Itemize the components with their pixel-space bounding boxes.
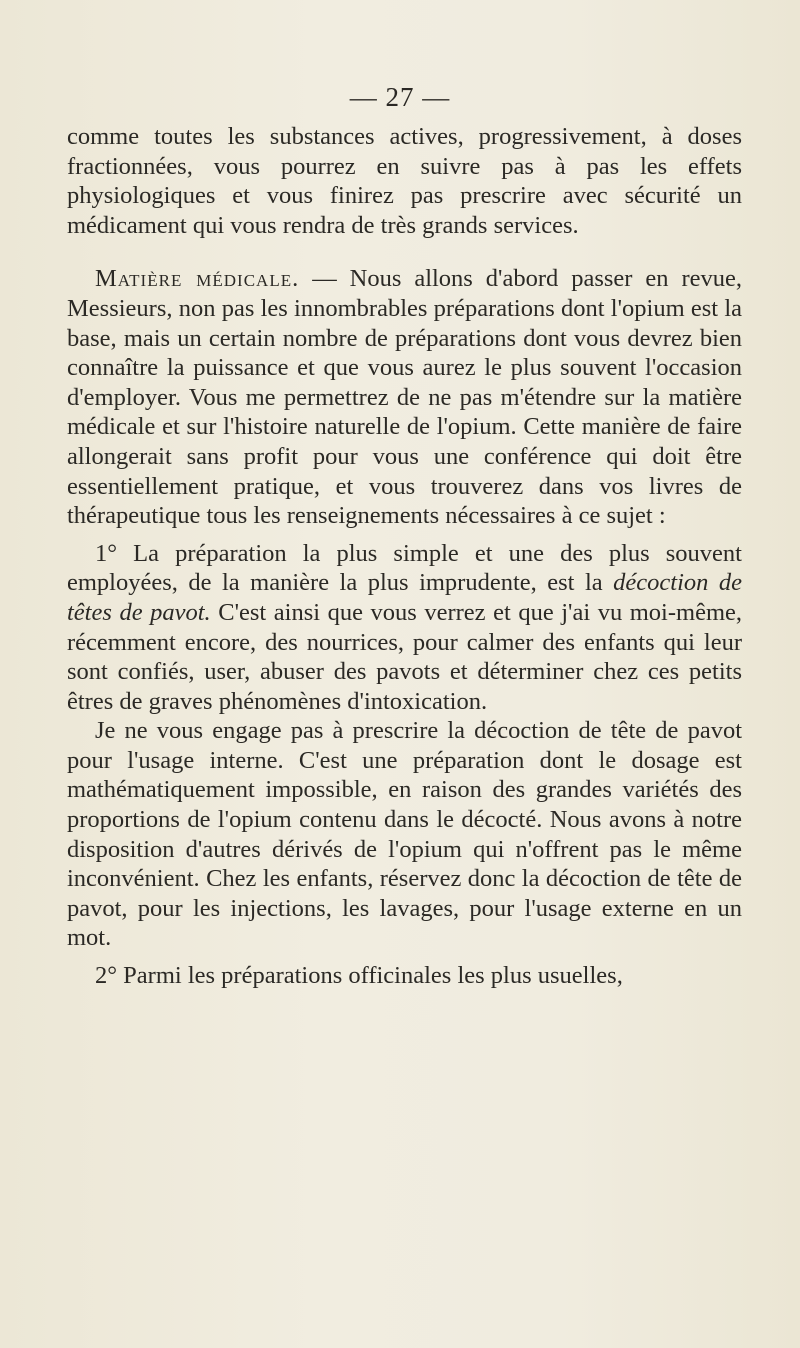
paragraph-3 xyxy=(67,539,742,717)
paragraph-2-body: — Nous allons d'abord passer en revue, Messieurs, non pas les innombrables préparations dont l'opium est la base, mais un certain nombre de préparations dont vous devrez bien connaître la puissance et que vous aurez le plus souvent l'occasion d'employer. Vous me permettrez de ne pas m'étendre sur la matière médicale et sur l'histoire naturelle de l'opium. Cette manière de faire allongerait sans profit pour vous une conférence qui doit être essentiellement pratique, et vous trouverez dans vos livres de thérapeutique tous les renseignements nécessaires à ce sujet : xyxy=(67,265,742,530)
paragraph-2 xyxy=(67,264,742,530)
paragraph-3-start: 1° La préparation la plus simple et une des plus souvent employées, de la manière la plus imprudente, est la xyxy=(67,539,742,597)
body-text xyxy=(67,122,742,991)
page-number: — 27 — xyxy=(349,82,451,112)
paragraph-1: comme toutes les substances actives, progressivement, à doses fractionnées, vous pourrez en suivre pas à pas les effets physiologiques et vous finirez pas prescrire avec sécurité un médicament qui vous rendra de très grands services. xyxy=(67,123,742,239)
paragraph-4: Je ne vous engage pas à prescrire la décoction de tête de pavot pour l'usage interne. C'est une préparation dont le dosage est mathématiquement impossible, en raison des grandes variétés des proportions de l'opium contenu dans le décocté. Nous avons à notre disposition d'autres dérivés de l'opium qui n'offrent pas le même inconvénient. Chez les enfants, réservez donc la décoction de tête de pavot, pour les injections, les lavages, pour l'usage externe en un mot. xyxy=(67,717,742,952)
section-heading: Matière médicale. xyxy=(95,265,300,293)
paragraph-3-italic: décoction de têtes de pavot. xyxy=(67,569,742,626)
paragraph-3-end: C'est ainsi que vous verrez et que j'ai vu moi-même, récemment encore, des nourrices, pour calmer des enfants qui leur sont confiés, user, abuser des pavots et déterminer chez ces petits êtres de graves phénomènes d'intoxication. xyxy=(67,598,743,715)
paragraph-5: 2° Parmi les préparations officinales les plus usuelles, xyxy=(95,962,623,990)
